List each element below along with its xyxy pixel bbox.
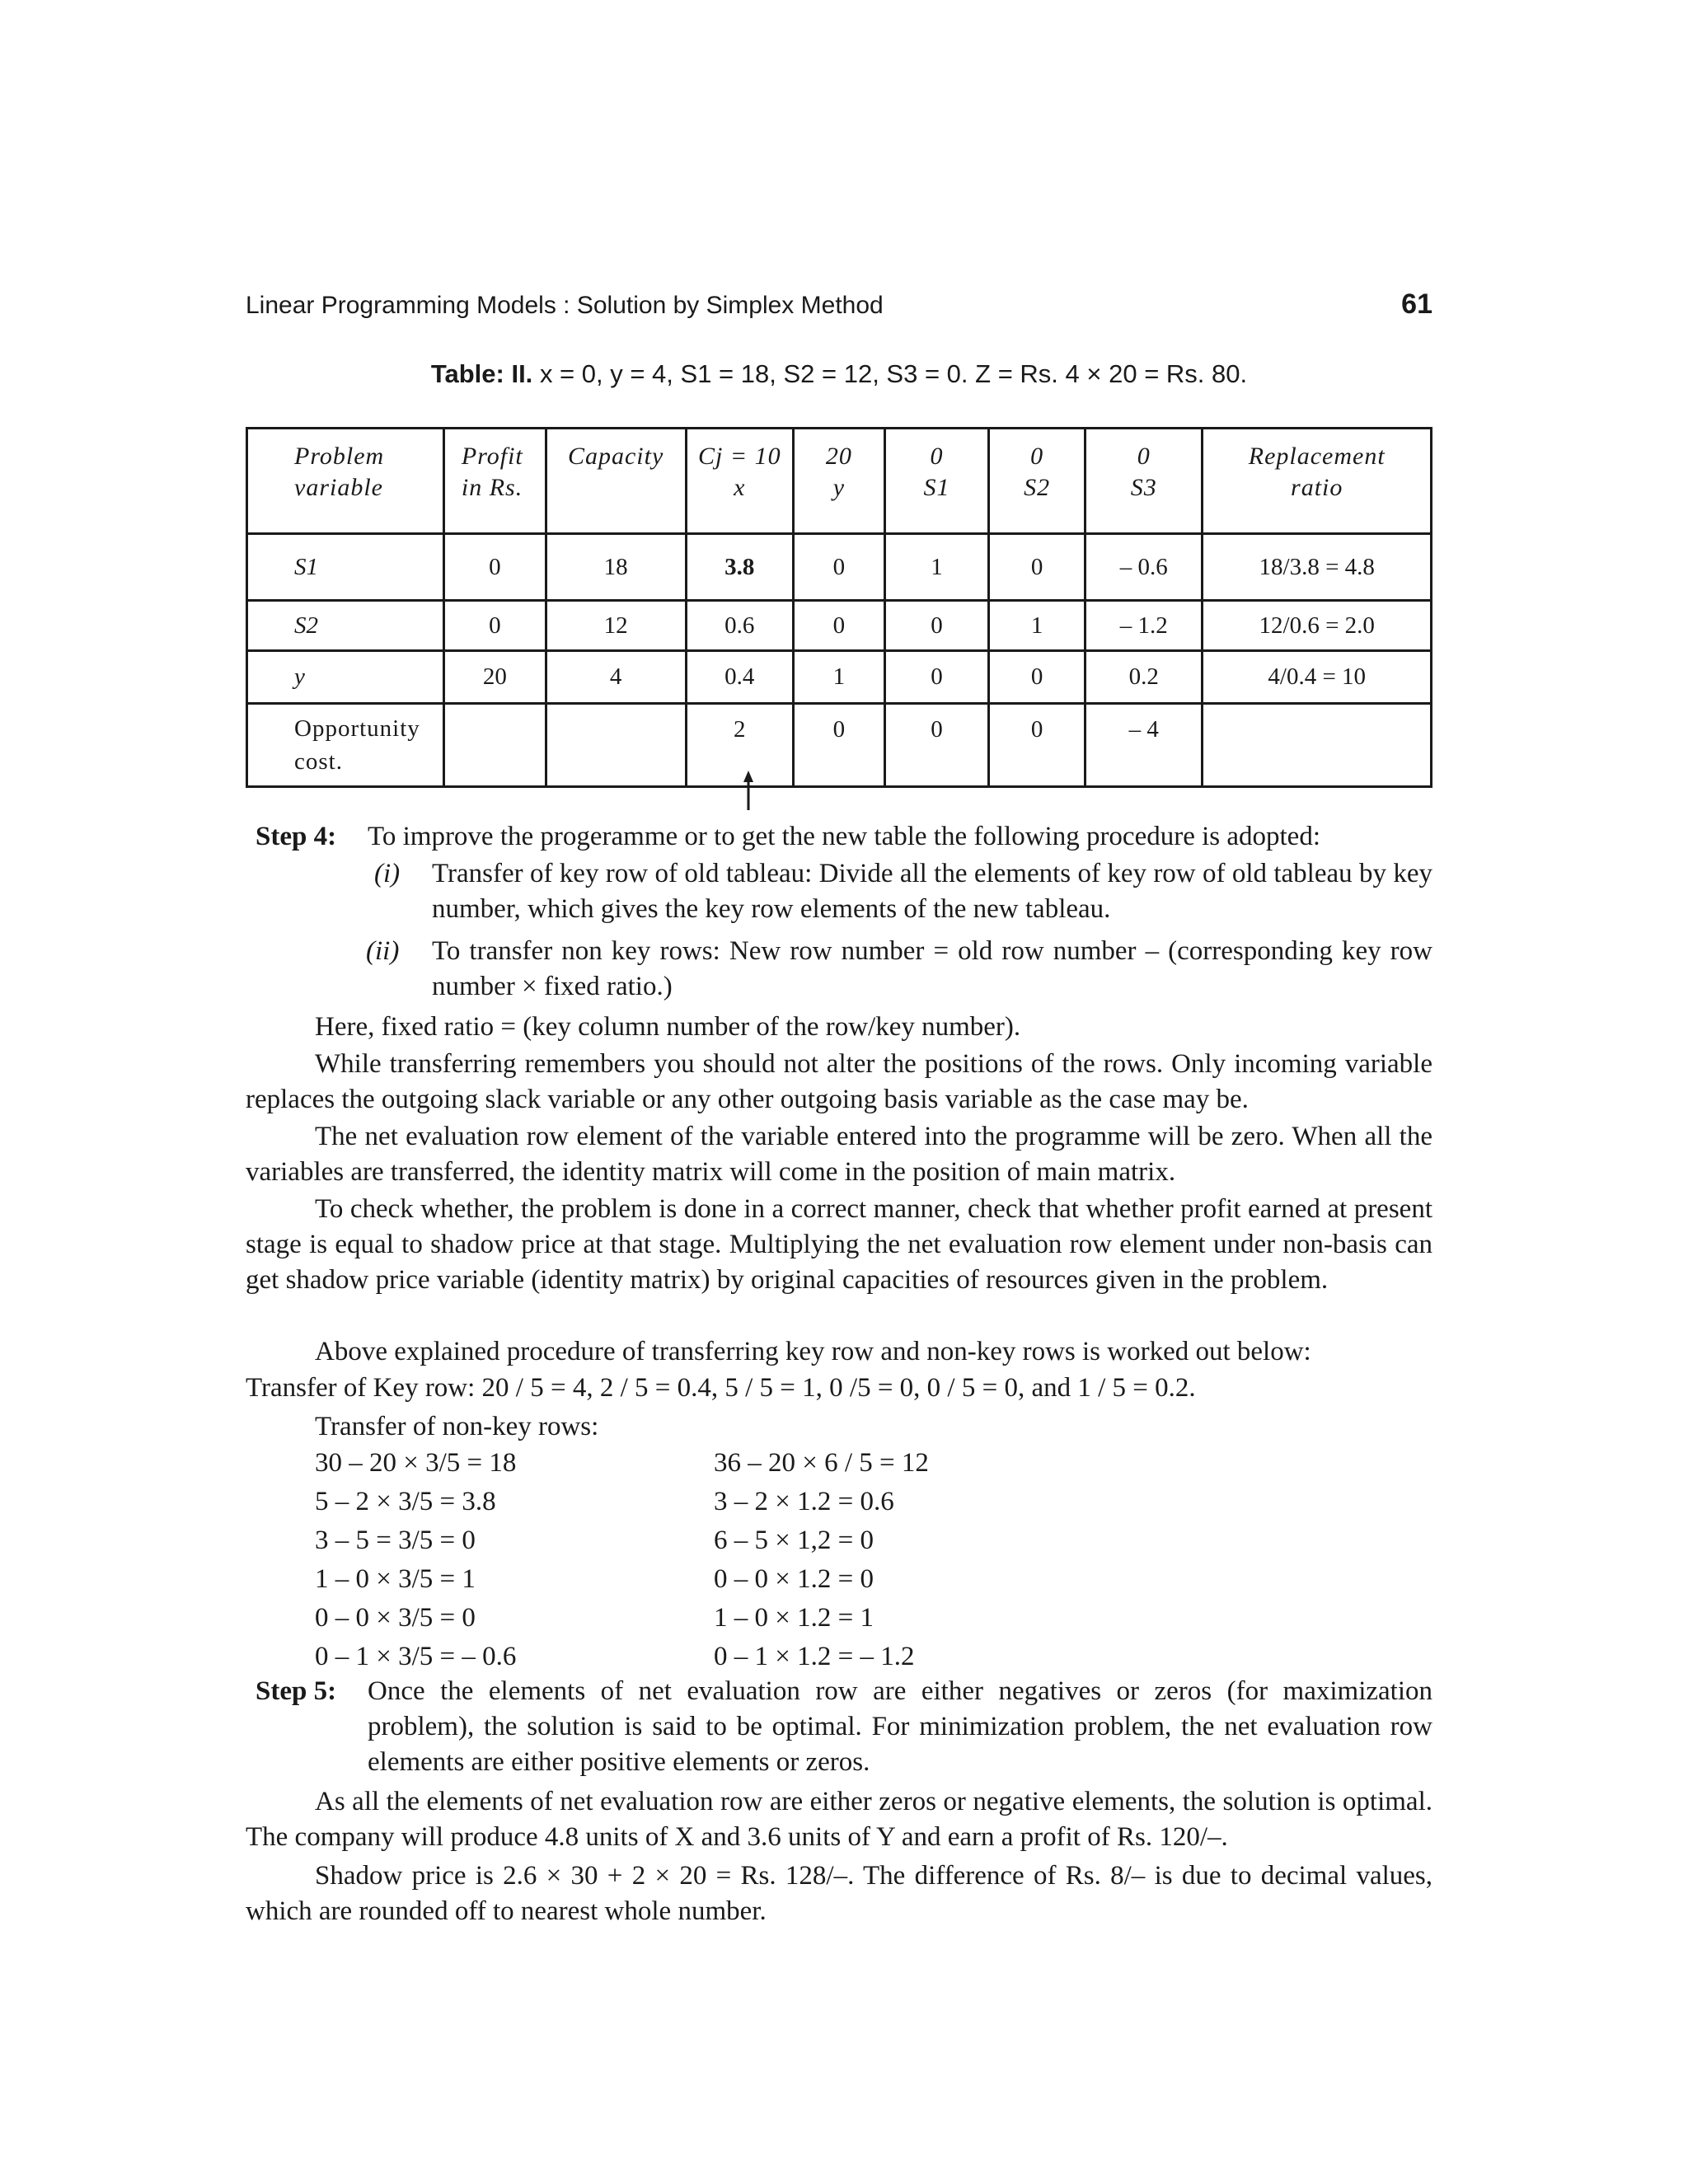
step5-text: Once the elements of net evaluation row are either negatives or zeros (for maximization problem), the solution is said to be optimal. For minimization problem, the net evaluation row elements are either positive elements or zeros. xyxy=(368,1676,1432,1777)
running-head xyxy=(246,288,1432,330)
col-header-capacity: Capacity xyxy=(546,429,686,534)
cell-s2: 0 xyxy=(989,704,1085,787)
cell-key-number: 3.8 xyxy=(686,534,794,601)
step4-item-num: (ii) xyxy=(366,936,400,966)
cell-s2: 1 xyxy=(989,601,1085,651)
calc-left-column xyxy=(315,1444,516,1676)
step4-item-text: To transfer non key rows: New row number = old row number – (corresponding key row number × fixed ratio.) xyxy=(432,936,1432,1001)
step4-label: Step 4: xyxy=(256,822,337,851)
paragraph-fixed-ratio: Here, fixed ratio = (key column number of the row/key number). xyxy=(315,1012,1021,1042)
running-title: Linear Programming Models : Solution by Simplex Method xyxy=(246,292,884,319)
cell-s1: 0 xyxy=(884,651,989,704)
step4-item xyxy=(246,934,1432,1005)
cell-ratio: 4/0.4 = 10 xyxy=(1203,651,1432,704)
cell-profit: 20 xyxy=(443,651,546,704)
table-row xyxy=(247,534,1432,601)
step5-label: Step 5: xyxy=(256,1676,337,1706)
calc-line: 0 – 1 × 3/5 = – 0.6 xyxy=(315,1642,517,1671)
calc-line: 0 – 0 × 1.2 = 0 xyxy=(714,1564,874,1594)
col-header-profit: Profit in Rs. xyxy=(443,429,546,534)
calc-line: 0 – 0 × 3/5 = 0 xyxy=(315,1603,476,1633)
cell-y: 0 xyxy=(794,704,885,787)
step5 xyxy=(246,1674,1432,1780)
calc-line: 1 – 0 × 3/5 = 1 xyxy=(315,1564,476,1594)
cell-y: 0 xyxy=(794,601,885,651)
cell-capacity: 4 xyxy=(546,651,686,704)
calc-line: 0 – 1 × 1.2 = – 1.2 xyxy=(714,1642,915,1671)
key-column-arrow-icon xyxy=(740,771,757,812)
calc-line: 30 – 20 × 3/5 = 18 xyxy=(315,1448,517,1478)
cell-y: 1 xyxy=(794,651,885,704)
col-header-y: 20 y xyxy=(794,429,885,534)
col-header-cj-x: Cj = 10 x xyxy=(686,429,794,534)
cell-y: 0 xyxy=(794,534,885,601)
cell-s2: 0 xyxy=(989,534,1085,601)
paragraph-to-check: To check whether, the problem is done in a correct manner, check that whether profit earned at present stage is equal to shadow price at that stage. Multiplying the net evaluation row element under non-basis can get shadow price variable (identity matrix) by original capacities of resources given in the problem. xyxy=(246,1194,1432,1295)
table-row xyxy=(247,601,1432,651)
col-header-problem-variable: Problem variable xyxy=(247,429,444,534)
cell-capacity: 18 xyxy=(546,534,686,601)
calc-line: 36 – 20 × 6 / 5 = 12 xyxy=(714,1448,929,1478)
opportunity-cost-label: Opportunity cost. xyxy=(247,704,444,787)
opportunity-cost-row xyxy=(247,704,1432,787)
paragraph-optimal: As all the elements of net evaluation row are either zeros or negative elements, the solution is optimal. The company will produce 4.8 units of X and 3.6 units of Y and earn a profit of Rs. 120/–. xyxy=(246,1787,1432,1852)
paragraph-above-explained: Above explained procedure of transferring key row and non-key rows is worked out below: xyxy=(315,1337,1311,1366)
cell-empty xyxy=(546,704,686,787)
paragraph-shadow-price: Shadow price is 2.6 × 30 + 2 × 20 = Rs. 128/–. The difference of Rs. 8/– is due to decimal values, which are rounded off to nearest whole number. xyxy=(246,1861,1432,1926)
table-caption-text: x = 0, y = 4, S1 = 18, S2 = 12, S3 = 0. Z = Rs. 4 × 20 = Rs. 80. xyxy=(539,359,1248,388)
cell-var: S1 xyxy=(247,534,444,601)
cell-s2: 0 xyxy=(989,651,1085,704)
cell-s3: – 4 xyxy=(1085,704,1203,787)
simplex-table xyxy=(246,427,1432,788)
col-header-s1: 0 S1 xyxy=(884,429,989,534)
cell-capacity: 12 xyxy=(546,601,686,651)
calc-line: 3 – 5 = 3/5 = 0 xyxy=(315,1526,476,1555)
cell-profit: 0 xyxy=(443,534,546,601)
cell-s3: – 0.6 xyxy=(1085,534,1203,601)
cell-var: S2 xyxy=(247,601,444,651)
calc-line: 5 – 2 × 3/5 = 3.8 xyxy=(315,1487,496,1516)
cell-profit: 0 xyxy=(443,601,546,651)
step4-item-num: (i) xyxy=(374,859,401,888)
cell-x: 0.6 xyxy=(686,601,794,651)
calc-line: 6 – 5 × 1,2 = 0 xyxy=(714,1526,874,1555)
table-caption xyxy=(246,359,1432,389)
cell-empty xyxy=(1203,704,1432,787)
cell-empty xyxy=(443,704,546,787)
cell-s3: 0.2 xyxy=(1085,651,1203,704)
cell-x: 0.4 xyxy=(686,651,794,704)
step4-item-text: Transfer of key row of old tableau: Divide all the elements of key row of old tableau by key number, which gives the key row elements of the new tableau. xyxy=(432,859,1432,924)
step4-item xyxy=(246,856,1432,927)
step4-intro xyxy=(246,819,1432,855)
table-caption-label: Table: II. xyxy=(430,359,533,388)
table-row xyxy=(247,651,1432,704)
col-header-s2: 0 S2 xyxy=(989,429,1085,534)
cell-s1: 0 xyxy=(884,704,989,787)
paragraph-key-row: Transfer of Key row: 20 / 5 = 4, 2 / 5 = 0.4, 5 / 5 = 1, 0 /5 = 0, 0 / 5 = 0, and 1 / 5 = 0.2. xyxy=(246,1373,1196,1403)
cell-ratio: 18/3.8 = 4.8 xyxy=(1203,534,1432,601)
calc-line: 1 – 0 × 1.2 = 1 xyxy=(714,1603,874,1633)
paragraph-non-key-rows: Transfer of non-key rows: xyxy=(315,1412,599,1441)
cell-s1: 0 xyxy=(884,601,989,651)
col-header-replacement-ratio: Replacement ratio xyxy=(1203,429,1432,534)
cell-s1: 1 xyxy=(884,534,989,601)
calc-line: 3 – 2 × 1.2 = 0.6 xyxy=(714,1487,894,1516)
cell-ratio: 12/0.6 = 2.0 xyxy=(1203,601,1432,651)
paragraph-net-evaluation: The net evaluation row element of the variable entered into the programme will be zero. When all the variables are transferred, the identity matrix will come in the position of main matrix. xyxy=(246,1122,1432,1187)
cell-s3: – 1.2 xyxy=(1085,601,1203,651)
step4-intro-text: To improve the progeramme or to get the new table the following procedure is adopted: xyxy=(368,822,1320,851)
cell-var: y xyxy=(247,651,444,704)
table-header-row xyxy=(247,429,1432,534)
paragraph-while-transferring: While transferring remembers you should not alter the positions of the rows. Only incoming variable replaces the outgoing slack variable or any other outgoing basis variable as the case may be. xyxy=(246,1049,1432,1114)
page-number: 61 xyxy=(1401,288,1432,320)
cell-x: 2 xyxy=(686,704,794,787)
col-header-s3: 0 S3 xyxy=(1085,429,1203,534)
calc-right-column xyxy=(714,1444,929,1676)
